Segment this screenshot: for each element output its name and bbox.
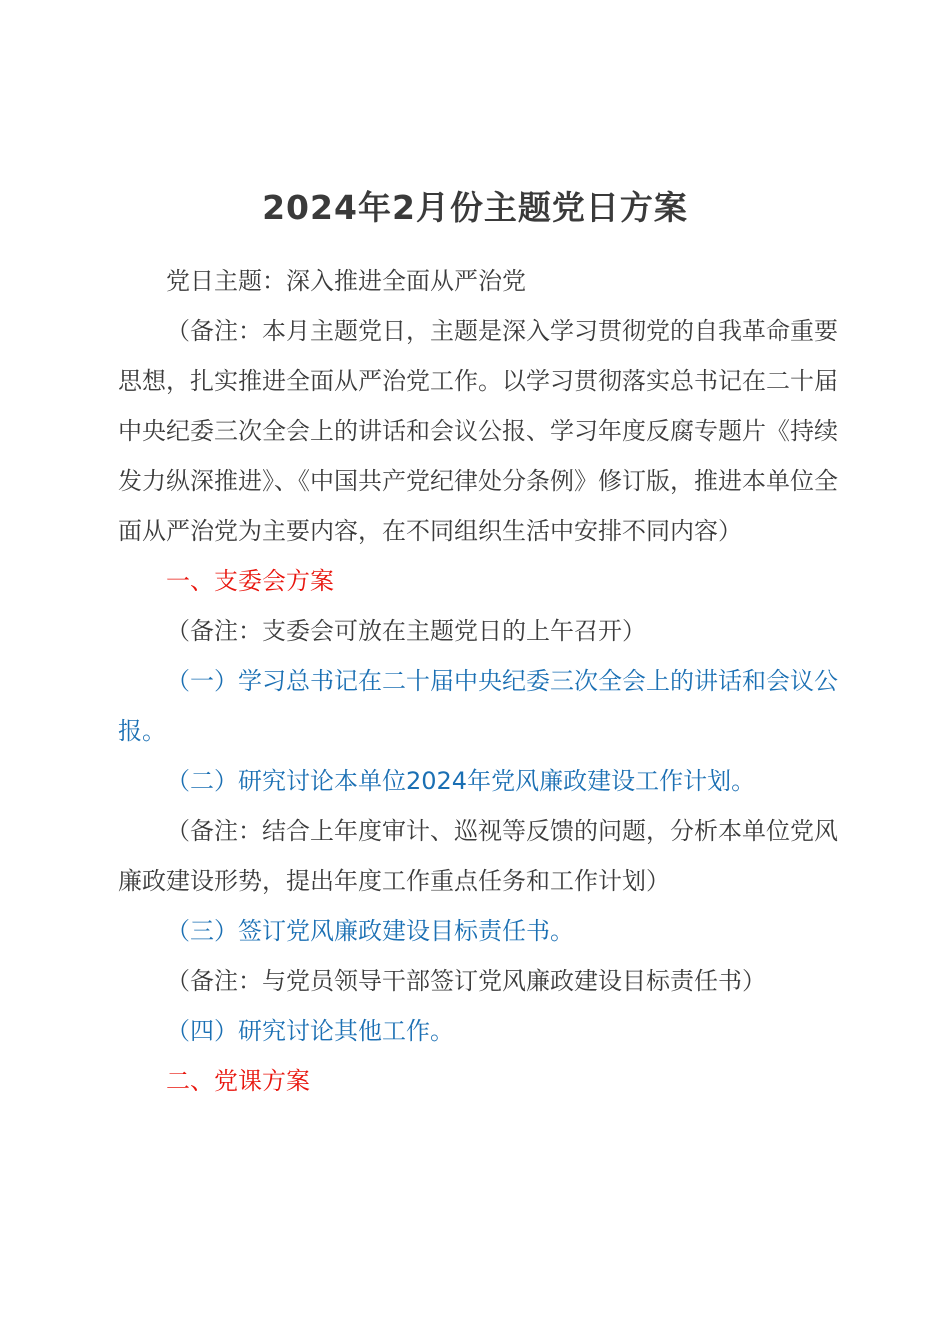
item-heading-responsibility-letter: （三）签订党风廉政建设目标责任书。 bbox=[166, 917, 574, 945]
theme-paragraph: 党日主题：深入推进全面从严治党 bbox=[166, 267, 526, 295]
responsibility-letter-note: （备注：与党员领导干部签订党风廉政建设目标责任书） bbox=[166, 967, 766, 995]
item-heading-other-work: （四）研究讨论其他工作。 bbox=[166, 1017, 454, 1045]
work-plan-note: （备注：结合上年度审计、巡视等反馈的问题，分析本单位党风廉政建设形势，提出年度工作重点任务和工作计划） bbox=[118, 817, 838, 895]
section-heading-party-lecture: 二、党课方案 bbox=[166, 1067, 310, 1095]
section-heading-branch-committee: 一、支委会方案 bbox=[166, 567, 334, 595]
intro-note-paragraph: （备注：本月主题党日，主题是深入学习贯彻党的自我革命重要思想，扎实推进全面从严治党工作。以学习贯彻落实总书记在二十届中央纪委三次全会上的讲话和会议公报、学习年度反腐专题片《持续发力纵深推进》、《中国共产党纪律处分条例》修订版，推进本单位全面从严治党为主要内容，在不同组织生活中安排不同内容） bbox=[118, 317, 838, 545]
document-body bbox=[118, 256, 838, 1106]
document-title: 2024年2月份主题党日方案 bbox=[262, 188, 688, 227]
item-heading-study-speech: （一）学习总书记在二十届中央纪委三次全会上的讲话和会议公报。 bbox=[118, 667, 838, 745]
item-heading-work-plan: （二）研究讨论本单位2024年党风廉政建设工作计划。 bbox=[166, 767, 756, 795]
branch-committee-note: （备注：支委会可放在主题党日的上午召开） bbox=[166, 617, 646, 645]
